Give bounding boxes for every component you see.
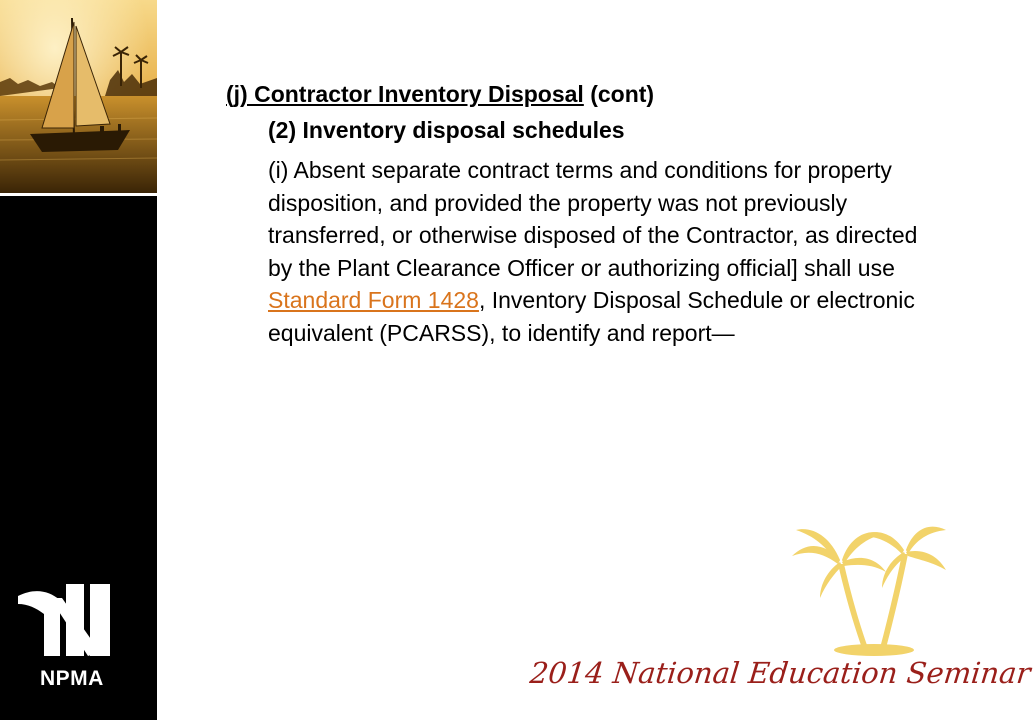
standard-form-1428-link[interactable]: Standard Form 1428 [268, 287, 479, 313]
photo-divider [0, 193, 157, 196]
body-paragraph [268, 154, 918, 349]
slide-subheading: (2) Inventory disposal schedules [268, 117, 625, 143]
body-text-before-link: (i) Absent separate contract terms and conditions for property disposition, and provided the property was not previously transferred, or otherwise disposed of the Contractor, as directed by the Plant Clearance Officer or authorizing official] shall use [268, 157, 918, 281]
left-sidebar [0, 0, 157, 720]
slide-heading [226, 76, 926, 112]
palm-trees-icon [790, 520, 950, 658]
seminar-title: 2014 National Education Seminar [528, 656, 1033, 690]
npma-logo-text: NPMA [40, 667, 104, 690]
sailboat-photo [0, 0, 157, 193]
heading-suffix: (cont) [583, 81, 655, 107]
body-text-after-link: , Inventory Disposal Schedule or electronic equivalent (PCARSS), to identify and report— [268, 287, 915, 346]
slide-content [226, 76, 926, 349]
heading-underlined-text: (j) Contractor Inventory Disposal [226, 81, 584, 107]
